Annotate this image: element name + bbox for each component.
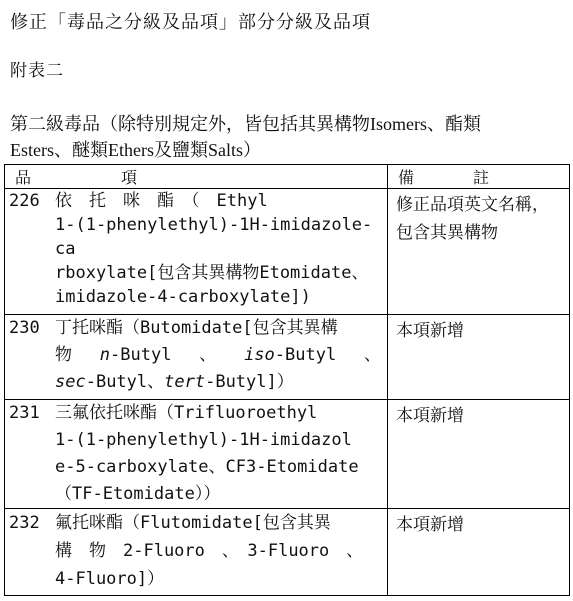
header-note-char-2: 註 <box>472 168 489 187</box>
item-cell <box>5 189 388 315</box>
document-title: 修正「毒品之分級及品項」部分分級及品項 <box>10 12 371 33</box>
item-line: 氟托咪酯（Flutomidate[包含其異 <box>55 513 331 533</box>
item-number: 232 <box>9 513 40 533</box>
item-line: imidazole-4-carboxylate]) <box>55 287 311 307</box>
item-line: rboxylate[包含其異構物Etomidate、 <box>55 263 369 283</box>
item-number: 231 <box>9 403 40 423</box>
item-line: 依 托 咪 酯 （ Ethyl <box>55 191 268 211</box>
note-text: 本項新增 <box>396 515 464 535</box>
table-header-row <box>5 165 570 189</box>
item-line: （TF-Etomidate）） <box>55 484 221 504</box>
header-item-char-2: 項 <box>120 168 137 187</box>
item-cell <box>5 509 388 596</box>
item-line: 物 n-Butyl 、 iso-Butyl 、 <box>55 345 381 365</box>
note-text: 修正品項英文名稱，包含其異構物 <box>396 195 549 243</box>
item-number: 226 <box>9 191 40 211</box>
table-row <box>5 315 570 400</box>
item-line: 構 物 2-Fluoro 、 3-Fluoro 、 <box>55 541 364 561</box>
table-row <box>5 189 570 315</box>
header-note-cell <box>388 165 570 189</box>
note-cell <box>388 509 570 596</box>
item-line: e-5-carboxylate、CF3-Etomidate <box>55 457 359 477</box>
note-cell <box>388 315 570 400</box>
header-item-char-1: 品 <box>15 168 32 187</box>
item-line: 三氟依托咪酯（Trifluoroethyl <box>55 403 318 423</box>
header-item-cell <box>5 165 388 189</box>
note-cell <box>388 400 570 509</box>
item-line: 1-(1-phenylethyl)-1H-imidazole-ca <box>55 215 373 259</box>
note-cell <box>388 189 570 315</box>
intro-line-2: Esters、醚類Ethers及鹽類Salts） <box>10 140 261 160</box>
table-row <box>5 509 570 596</box>
item-cell <box>5 315 388 400</box>
item-number: 230 <box>9 318 40 338</box>
header-note-char-1: 備 <box>398 168 415 187</box>
annex-label: 附表二 <box>10 61 64 81</box>
drug-schedule-table <box>4 164 570 596</box>
item-line: 4-Fluoro]） <box>55 569 165 589</box>
intro-line-1: 第二級毒品（除特別規定外，皆包括其異構物Isomers、酯類 <box>10 114 481 134</box>
note-text: 本項新增 <box>396 321 464 341</box>
note-text: 本項新增 <box>396 406 464 426</box>
table-row <box>5 400 570 509</box>
item-line: 丁托咪酯（Butomidate[包含其異構 <box>55 318 338 338</box>
item-line: 1-(1-phenylethyl)-1H-imidazol <box>55 430 352 450</box>
item-cell <box>5 400 388 509</box>
item-line: sec-Butyl、tert-Butyl]） <box>55 372 294 392</box>
